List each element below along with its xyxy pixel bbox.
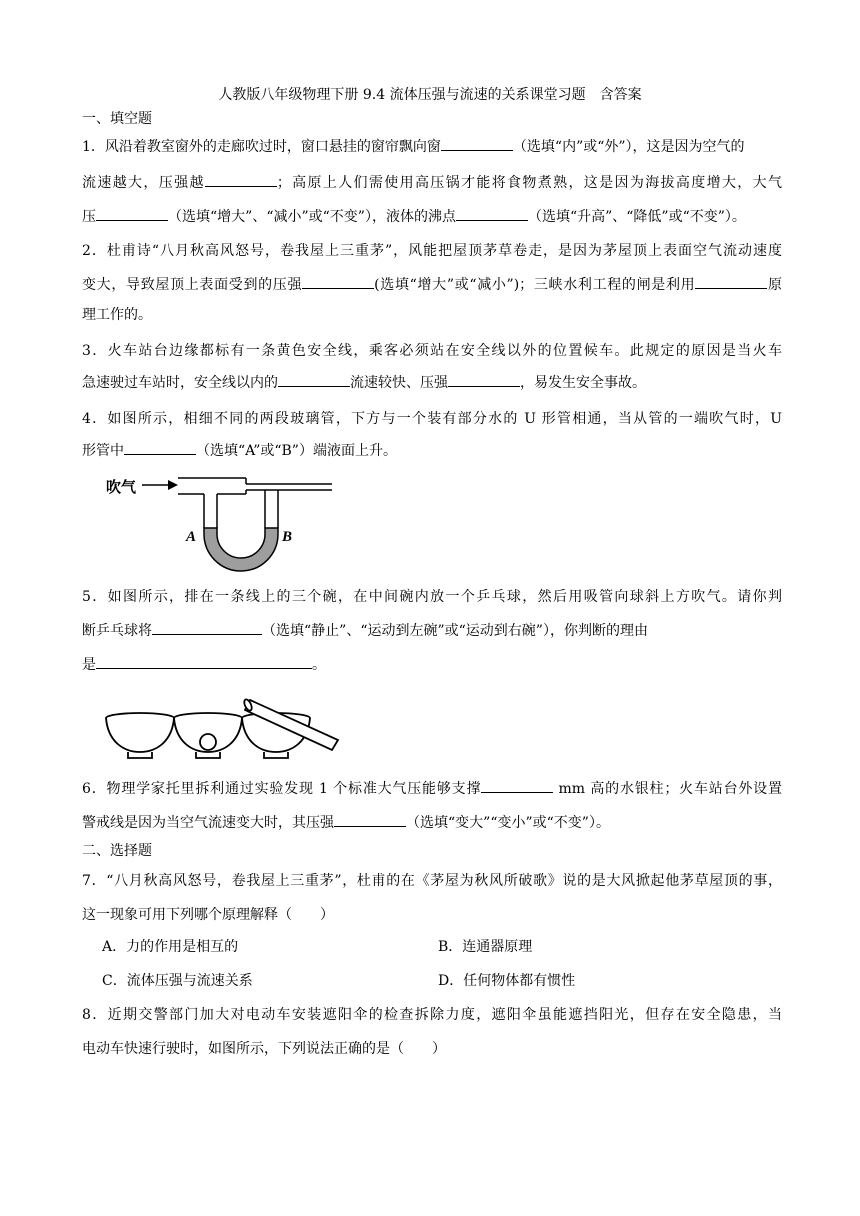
q5-line-2: 断乒乓球将 （选填“静止”、“运动到左碗”或“运动到右碗”），你判断的理由: [82, 620, 782, 640]
q6-blank-2[interactable]: [334, 812, 406, 827]
q7-line-1: 7．“八月秋高风怒号，卷我屋上三重茅”，杜甫的在《茅屋为秋风所破歌》说的是大风掀起他茅草屋顶的事，: [82, 873, 782, 889]
q1-blank-2[interactable]: [205, 172, 277, 187]
q2-blank-2[interactable]: [695, 274, 767, 289]
q7-option-d[interactable]: D．任何物体都有惯性: [438, 973, 576, 989]
q7-option-a[interactable]: A．力的作用是相互的: [102, 939, 239, 955]
q2-line-1: 2．杜甫诗“八月秋高风怒号，卷我屋上三重茅”，风能把屋顶茅草卷走，是因为茅屋顶上表面空气流动速度: [82, 243, 782, 259]
q1-blank-1[interactable]: [441, 136, 513, 151]
page-title: 人教版八年级物理下册 9.4 流体压强与流速的关系课堂习题 含答案: [218, 87, 642, 103]
q7-option-c[interactable]: C．流体压强与流速关系: [102, 973, 253, 989]
section-fill-in: 一、填空题: [82, 111, 152, 127]
q3-line-2: 急速驶过车站时，安全线以内的 流速较快、压强 ，易发生安全事故。: [82, 372, 782, 392]
q6-blank-1[interactable]: [481, 778, 553, 793]
q2-line-2: 变大，导致屋顶上表面受到的压强 (选填“增大”或“减小”)；三峡水利工程的闸是利用 原: [82, 274, 782, 294]
blow-arrow-icon: [142, 480, 178, 490]
q5-blank-1[interactable]: [152, 620, 262, 635]
q6-line-1: 6．物理学家托里拆利通过实验发现 1 个标准大气压能够支撑 mm 高的水银柱；火车站台外设置: [82, 778, 782, 798]
glass-tubes: [178, 478, 332, 528]
q7-line-2: 这一现象可用下列哪个原理解释（ ）: [82, 907, 334, 923]
section-choice: 二、选择题: [82, 843, 152, 859]
q3-blank-1[interactable]: [278, 372, 350, 387]
ping-pong-ball: [200, 734, 216, 750]
q6-line-2: 警戒线是因为当空气流速变大时，其压强 （选填“变大”“变小”或“不变”）。: [82, 812, 782, 832]
q7-option-b[interactable]: B．连通器原理: [438, 939, 533, 955]
q8-line-1: 8．近期交警部门加大对电动车安装遮阳伞的检查拆除力度，遮阳伞虽能遮挡阳光，但存在安全隐患，当: [82, 1007, 782, 1023]
q1-line-2: 流速越大，压强越 ；高原上人们需使用高压锅才能将食物煮熟，这是因为海拔高度增大，大气: [82, 172, 782, 192]
q5-line-1: 5．如图所示，排在一条线上的三个碗，在中间碗内放一个乒乓球，然后用吸管向球斜上方吹气。请你判: [82, 589, 782, 605]
q3-line-1: 3．火车站台边缘都标有一条黄色安全线，乘客必须站在安全线以外的位置候车。此规定的原因是当火车: [82, 343, 782, 359]
q5-line-3: 是 。: [82, 654, 782, 674]
bowls-figure: [100, 684, 360, 768]
blow-label: 吹气: [106, 479, 137, 496]
label-b: B: [282, 529, 293, 545]
q8-line-2: 电动车快速行驶时，如图所示，下列说法正确的是（ ）: [82, 1041, 446, 1057]
q3-blank-2[interactable]: [448, 372, 520, 387]
q4-line-2: 形管中 （选填“A”或“B”）端液面上升。: [82, 440, 782, 460]
q1-blank-4[interactable]: [456, 206, 528, 221]
u-tube-figure: [100, 468, 340, 586]
q4-blank-1[interactable]: [124, 440, 196, 455]
q2-blank-1[interactable]: [302, 274, 374, 289]
label-a: A: [186, 529, 197, 545]
q4-line-1: 4．如图所示，相细不同的两段玻璃管，下方与一个装有部分水的 U 形管相通，当从管的一端吹气时，U: [82, 411, 782, 427]
q1-line-1: 1．风沿着教室窗外的走廊吹过时，窗口悬挂的窗帘飘向窗 （选填“内”或“外”），这是因为空气的: [82, 136, 782, 156]
water-column: [204, 528, 278, 571]
q2-line-3: 理工作的。: [82, 307, 152, 323]
q1-line-3: 压 （选填“增大”、“减小”或“不变”），液体的沸点 （选填“升高”、“降低”或“不变”）。: [82, 206, 782, 226]
q5-blank-2[interactable]: [96, 654, 312, 669]
q1-blank-3[interactable]: [96, 206, 168, 221]
